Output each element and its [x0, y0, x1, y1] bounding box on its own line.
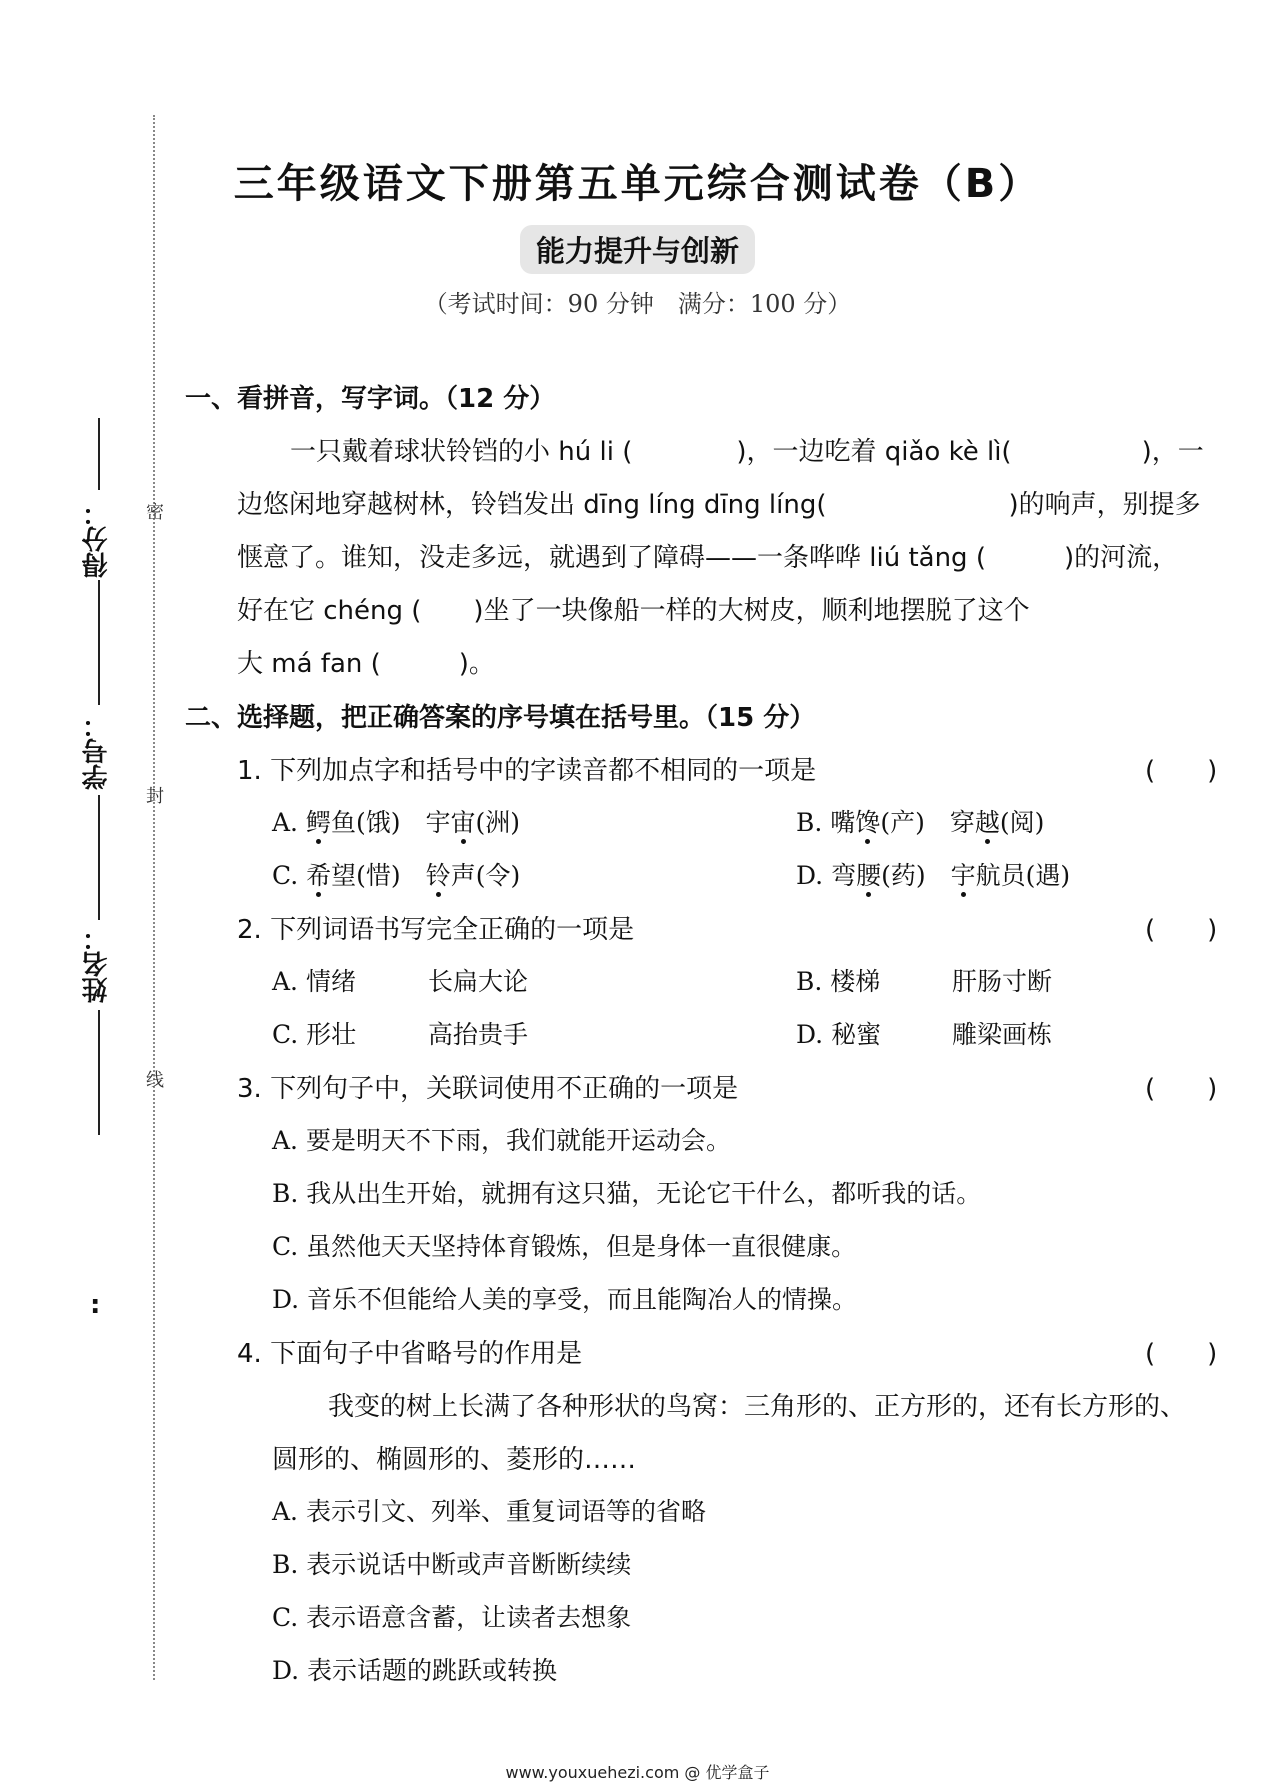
q1-option-d	[796, 856, 1070, 892]
option-label: C.	[272, 1020, 299, 1049]
option-label: D.	[796, 1020, 824, 1049]
q2-option-c	[272, 1015, 356, 1051]
answer-blank-q2[interactable]: ( )	[1145, 915, 1218, 945]
q2-option-a-word2: 长扁大论	[428, 967, 529, 996]
option-label: A.	[272, 808, 299, 837]
option-paren: (遇)	[1025, 861, 1071, 890]
option-word: 秘蜜	[831, 1020, 882, 1049]
option-word: 嘴	[830, 808, 856, 837]
seal-char-mi: 密	[146, 502, 164, 523]
q4-option-b: B. 表示说话中断或声音断断续续	[272, 1550, 632, 1579]
option-label: B.	[796, 967, 823, 996]
option-paren: (饿)	[356, 808, 401, 837]
question-3-stem: 3. 下列句子中，关联词使用不正确的一项是	[237, 1074, 739, 1104]
option-paren: (药)	[881, 861, 926, 890]
exam-subtitle: 能力提升与创新	[520, 225, 755, 274]
dotted-char: 宇	[950, 861, 976, 890]
q3-option-a: A. 要是明天不下雨，我们就能开运动会。	[272, 1126, 731, 1155]
option-label: C.	[272, 861, 299, 890]
margin-line	[98, 1010, 100, 1135]
dotted-char: 越	[974, 808, 1000, 837]
option-word: 楼梯	[830, 967, 881, 996]
q2-option-d	[796, 1015, 881, 1051]
option-paren: (阅)	[999, 808, 1045, 837]
option-paren: (洲)	[475, 808, 521, 837]
margin-line	[98, 795, 100, 920]
dotted-char: 腰	[856, 861, 882, 890]
option-label: B.	[796, 808, 823, 837]
q1-option-c	[272, 856, 520, 892]
option-word: 鱼	[330, 808, 356, 837]
q2-option-a	[272, 962, 356, 998]
q2-option-b-word2: 肝肠寸断	[952, 967, 1053, 996]
q4-option-c: C. 表示语意含蓄，让读者去想象	[272, 1603, 632, 1632]
section-1-heading: 一、看拼音，写字词。（12 分）	[185, 384, 556, 414]
dotted-char: 鳄	[305, 808, 331, 837]
option-word: 宇	[425, 808, 451, 837]
q2-option-b	[796, 962, 880, 998]
answer-blank-q3[interactable]: ( )	[1145, 1074, 1218, 1104]
q3-option-b: B. 我从出生开始，就拥有这只猫，无论它干什么，都听我的话。	[272, 1179, 982, 1208]
margin-line	[98, 580, 100, 705]
dotted-char: 馋	[855, 808, 881, 837]
answer-blank-q4[interactable]: ( )	[1145, 1339, 1218, 1369]
margin-line	[98, 418, 100, 490]
option-word: 情绪	[305, 967, 356, 996]
option-label: A.	[272, 967, 299, 996]
option-word: 形壮	[306, 1020, 357, 1049]
section-1-line: 好在它 chéng ( )坐了一块像船一样的大树皮，顺利地摆脱了这个	[237, 596, 1030, 626]
dotted-char: 铃	[425, 861, 451, 890]
q4-option-a: A. 表示引文、列举、重复词语等的省略	[272, 1497, 706, 1526]
margin-colon: :	[90, 1290, 101, 1320]
binding-dotted-line	[153, 115, 155, 1680]
option-paren: (惜)	[356, 861, 401, 890]
q3-option-d: D. 音乐不但能给人美的享受，而且能陶冶人的情操。	[272, 1285, 858, 1314]
question-1-stem: 1. 下列加点字和括号中的字读音都不相同的一项是	[237, 756, 817, 786]
exam-meta: （考试时间：90 分钟 满分：100 分）	[423, 290, 852, 318]
option-word: 穿	[949, 808, 975, 837]
option-word: 弯	[831, 861, 857, 890]
q1-option-b	[796, 803, 1044, 839]
section-1-line: 惬意了。谁知，没走多远，就遇到了障碍——一条哗哗 liú tǎng ( )的河流，	[237, 543, 1179, 573]
section-1-line: 一只戴着球状铃铛的小 hú li ( )，一边吃着 qiǎo kè lì( )，一	[290, 437, 1204, 467]
dotted-char: 希	[306, 861, 332, 890]
section-1-line: 边悠闲地穿越树林，铃铛发出 dīng líng dīng líng( )的响声，别提多	[237, 490, 1201, 520]
q2-option-c-word2: 高抬贵手	[428, 1020, 529, 1049]
seal-char-xian: 线	[146, 1070, 164, 1091]
q3-option-c: C. 虽然他天天坚持体育锻炼，但是身体一直很健康。	[272, 1232, 857, 1261]
footer-watermark: www.youxuehezi.com @ 优学盒子	[505, 1763, 770, 1782]
seal-char-feng: 封	[146, 786, 164, 807]
student-id-label: 学号：	[82, 712, 112, 790]
option-label: D.	[796, 861, 824, 890]
q4-passage-line: 圆形的、椭圆形的、菱形的……	[272, 1445, 637, 1475]
option-paren: (产)	[880, 808, 925, 837]
section-1-line: 大 má fan ( )。	[237, 649, 495, 679]
exam-title: 三年级语文下册第五单元综合测试卷（B）	[233, 161, 1042, 207]
section-2-heading: 二、选择题，把正确答案的序号填在括号里。（15 分）	[185, 703, 816, 733]
option-word: 望	[331, 861, 357, 890]
q4-passage-line: 我变的树上长满了各种形状的鸟窝：三角形的、正方形的，还有长方形的、	[328, 1392, 1187, 1422]
score-label: 得分：	[82, 500, 112, 578]
option-word: 声	[450, 861, 476, 890]
q2-option-d-word2: 雕梁画栋	[952, 1020, 1053, 1049]
name-label: 姓名：	[82, 925, 112, 1003]
question-4-stem: 4. 下面句子中省略号的作用是	[237, 1339, 583, 1369]
option-paren: (令)	[475, 861, 521, 890]
answer-blank-q1[interactable]: ( )	[1145, 756, 1218, 786]
q1-option-a	[272, 803, 520, 839]
q4-option-d: D. 表示话题的跳跃或转换	[272, 1656, 558, 1685]
dotted-char: 宙	[450, 808, 476, 837]
question-2-stem: 2. 下列词语书写完全正确的一项是	[237, 915, 635, 945]
option-word: 航员	[975, 861, 1026, 890]
